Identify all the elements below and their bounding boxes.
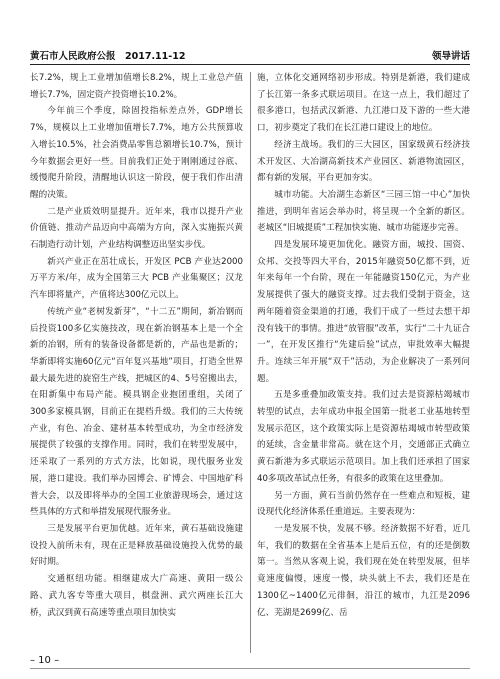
publication-title: 黄石市人民政府公报 2017.11-12 — [30, 51, 186, 62]
header-rule — [30, 64, 470, 65]
column-divider — [250, 72, 251, 653]
page-number: – 10 – — [30, 655, 60, 666]
paragraph: 五是多重叠加政策支持。我们过去是资源枯竭城市转型的试点，去年成功申报全国第一批老工业基地转型发展示范区，这个政策实际上是资源枯竭城市转型政策的延续，含金量非常高。就在这个月，交通部正式确立黄石新港为多式联运示范项目。加上我们还承担了国家40多项改革试点任务，有很多的政策在这里叠加。 — [257, 390, 470, 484]
paragraph: 经济主战场。我们的三大园区，国家级黄石经济技术开发区、大冶湖高新技术产业园区、新港物流园区，都有新的发展，平台更加夯实。 — [257, 139, 470, 184]
paragraph: 城市功能。大冶湖生态新区“三园三馆一中心”加快推进，到明年省运会举办时，将呈现一个全新的新区。老城区“旧城提质”工程加快实施、城市功能逐步完善。 — [257, 189, 470, 234]
paragraph: 传统产业“老树发新芽”，“十二五”期间，新冶钢而后投资100多亿实施技改，现在新冶钢基本上是一个全新的冶钢，所有的装备设备都是新的，产品也是新的；华新即将实施60亿元“百年复兴基地”项目，打造全世界最大最先进的旋窑生产线，把城区的4、5号窑搬出去，在阳新集中布局产能。模具钢企业抱团重组，关闭了300多家模具钢，目前正在提档升级。我们的三大传统产业，有色、冶金、建材基本转型成功，为全市经济发展提供了较强的支撑作用。同时，我们在转型发展中，还采取了一系列的方式方法，比如说，现代服务业发展，港口建设。我们举办园博会、矿博会、中国地矿科普大会，以及即将举办的全国工业旅游现场会，通过这些具体的方式和举措发展现代服务业。 — [30, 306, 243, 518]
right-column — [257, 70, 470, 655]
section-label: 领导讲话 — [431, 51, 470, 62]
footer-rule — [30, 668, 470, 669]
paragraph: 交通枢纽功能。相继建成大广高速、黄阳一级公路、武九客专等重大项目，棋盘洲、武穴两座长江大桥，武汉到黄石高速等重点项目加快实 — [30, 574, 243, 618]
paragraph: 另一方面，黄石当前仍然存在一些难点和短板，建设现代化经济体系任重道远。主要表现为： — [257, 490, 470, 518]
paragraph-continuation: 施，立体化交通网络初步形成。特别是新港，我们建成了长江第一条多式联运项目。在这一点上，我们超过了很多港口，包括武汉新港、九江港口及下游的一些大港口，初步奠定了我们在长江港口建设上的地位。 — [257, 73, 470, 134]
left-column — [30, 70, 243, 655]
paragraph-continuation: 长7.2%，规上工业增加值增长8.2%，规上工业总产值增长7.7%，固定资产投资增长10.2%。 — [30, 73, 243, 100]
paragraph: 四是发展环境更加优化。融资方面，城投、国资、众邦、交投等四大平台，2015年融资50亿都不到，近年来每年一个台阶，现在一年能融资150亿元，为产业发展提供了强大的融资支撑。过去我们受制于资金，这两年随着资金渠道的打通，我们干成了一些过去想干却没有钱干的事情。推进“放管服”改革，实行“二十九证合一”，在开发区推行“先建后验”试点，审批效率大幅提升。连续三年开展“双千”活动，为企业解决了一系列问题。 — [257, 240, 470, 384]
paragraph: 二是产业质效明显提升。近年来，我市以提升产业价值链、推动产品迈向中高端为方向，深入实施振兴黄石制造行动计划，产业结构调整迈出坚实步伐。 — [30, 206, 243, 251]
paragraph: 一是发展不快，发展不够。经济数据不好看，近几年，我们的数据在全省基本上是后五位，有的还是倒数第一。当然从客观上说，我们现在处在转型发展，但毕竟速度偏慢，速度一慢，块头就上不去，我们还是在1300亿~1400亿元徘徊，沿江的城市，九江是2096亿、芜湖是2699亿、岳 — [257, 523, 470, 618]
paragraph: 三是发展平台更加优越。近年来，黄石基础设施建设投入前所未有，现在正是释放基础设施投入优势的最好时期。 — [30, 523, 243, 568]
paragraph: 新兴产业正在茁壮成长，开发区 PCB 产业达2000万平方米/年，成为全国第三大 PCB 产业集聚区；汉龙汽车即将量产，产值将达300亿元以上。 — [30, 256, 243, 301]
article-body — [30, 70, 470, 655]
paragraph: 今年前三个季度，除固投指标差点外，GDP增长7%，规模以上工业增加值增长7.7%，地方公共预算收入增长10.5%，社会消费品零售总额增长10.7%，预计今年数据会更好一些。目前我们正处于刚刚通过谷底、缓慢爬升阶段，清醒地认识这一阶段，便于我们作出清醒的决策。 — [30, 106, 243, 200]
page-header — [30, 44, 470, 62]
